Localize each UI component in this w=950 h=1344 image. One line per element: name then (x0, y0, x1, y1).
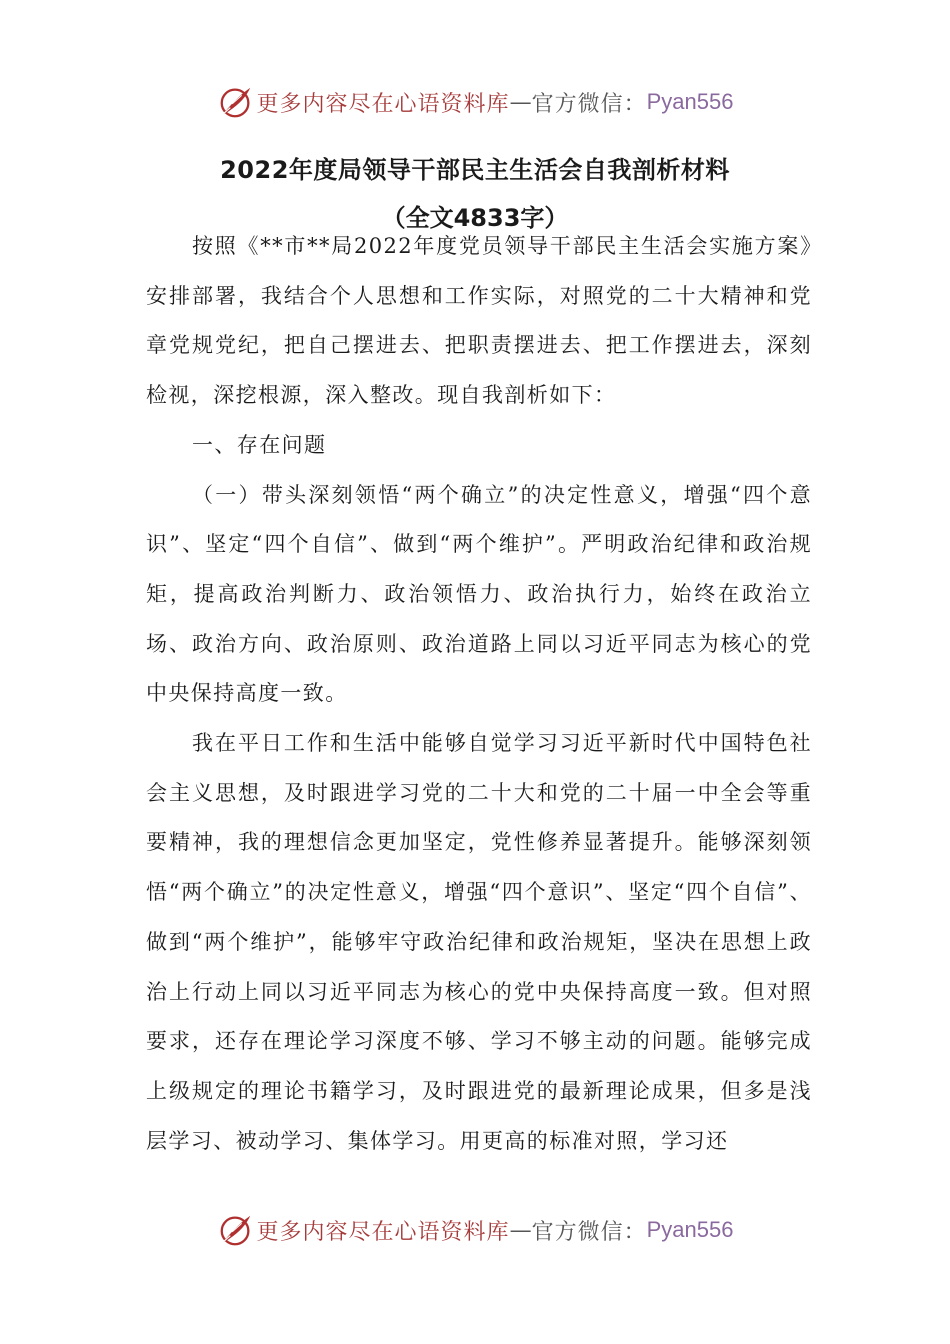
banner-dash: — (509, 1217, 532, 1243)
intro-paragraph: 按照《**市**局2022年度党员领导干部民主生活会实施方案》安排部署，我结合个人思想和工作实际，对照党的二十大精神和党章党规党纪，把自己摆进去、把职责摆进去、把工作摆进去，深刻检视，深挖根源，深入整改。现自我剖析如下： (146, 234, 812, 408)
banner-dash: — (509, 89, 532, 115)
banner-contact-label: 官方微信： (531, 1219, 647, 1245)
top-watermark-banner (0, 80, 950, 124)
quill-pen-logo-icon (217, 83, 255, 121)
banner-contact-id: Pyan556 (646, 1217, 734, 1242)
document-body (146, 222, 812, 1166)
banner-contact-label: 官方微信： (531, 91, 647, 117)
section-heading: 一、存在问题 (192, 432, 327, 457)
document-subtitle: （全文4833字） (381, 204, 569, 232)
bottom-watermark-banner (0, 1208, 950, 1252)
item-paragraph: （一）带头深刻领悟“两个确立”的决定性意义，增强“四个意识”、坚定“四个自信”、做到“两个维护”。严明政治纪律和政治规矩，提高政治判断力、政治领悟力、政治执行力，始终在政治立场、政治方向、政治原则、政治道路上同以习近平同志为核心的党中央保持高度一致。 (146, 482, 812, 706)
document-title: 2022年度局领导干部民主生活会自我剖析材料 (220, 156, 730, 184)
body-paragraph: 我在平日工作和生活中能够自觉学习习近平新时代中国特色社会主义思想，及时跟进学习党的二十大和党的二十届一中全会等重要精神，我的理想信念更加坚定，党性修养显著提升。能够深刻领悟“两个确立”的决定性意义，增强“四个意识”、坚定“四个自信”、做到“两个维护”，能够牢守政治纪律和政治规矩，坚决在思想上政治上行动上同以习近平同志为核心的党中央保持高度一致。但对照要求，还存在理论学习深度不够、学习不够主动的问题。能够完成上级规定的理论书籍学习，及时跟进党的最新理论成果，但多是浅层学习、被动学习、集体学习。用更高的标准对照，学习还 (146, 731, 812, 1153)
quill-pen-logo-icon (217, 1211, 255, 1249)
banner-text: 更多内容尽在心语资料库 (256, 1219, 510, 1245)
banner-text: 更多内容尽在心语资料库 (256, 91, 510, 117)
banner-contact-id: Pyan556 (646, 89, 734, 114)
